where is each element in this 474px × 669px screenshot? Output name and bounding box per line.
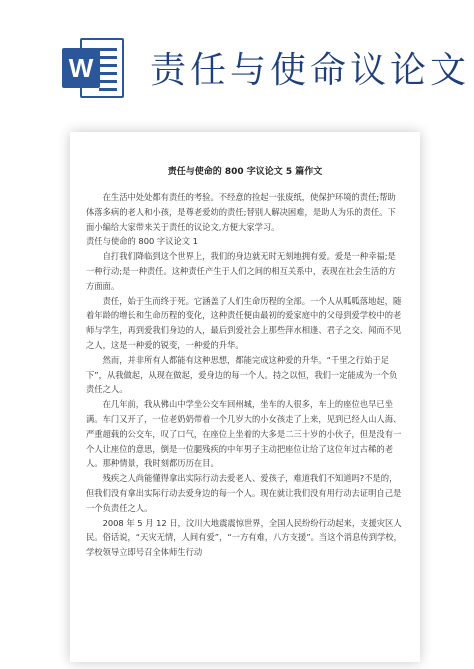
banner-title: 责任与使命议论文 [150, 50, 471, 91]
section-heading: 责任与使命的 800 字议论文 1 [86, 236, 198, 247]
document-title: 责任与使命的 800 字议论文 5 篇作文 [167, 167, 323, 177]
paragraph: 责任，始于生而终于死。它涵盖了人们生命历程的全部。一个人从呱呱落地起，随着年龄的增长和生命历程的变化，这种责任便由最初的爱家庭中的父母到爱学校中的老师与学生，再到爱我们身边的人，最后到爱社会上那些萍水相逢、君子之交、闻而不见之人，这是一种爱的锐变，一种爱的升华。 [86, 295, 402, 350]
paragraph: 在几年前，我从佛山中学坐公交车回州城，坐车的人很多，车上的座位也早已坐满。车门又开了，一位老奶奶带着一个几岁大的小女孩走了上来，见到已经人山人海、严重超载的公交车，叹了口气，在座位上坐着的大多是二三十岁的小伙子，但是没有一个人让座位的意思，倒是一位腿残疾的中年男子主动把座位让给了这位年过古稀的老人。那种情景，我时刻都历历在目。 [86, 399, 402, 469]
header-banner [0, 0, 474, 120]
word-document-icon [62, 38, 126, 100]
document-body [86, 190, 404, 560]
document-page [70, 132, 420, 662]
paragraph: 在生活中处处都有责任的考验。不经意的捡起一张废纸，使保护环境的责任;帮助体落多病的老人和小孩，是尊老爱幼的责任;替别人解决困难，是助人为乐的责任。下面小编给大家带来关于责任的议论文,方便大家学习。 [86, 192, 396, 232]
paragraph: 残疾之人尚能懂得拿出实际行动去爱老人、爱孩子，难道我们不知道吗?不是的，但我们没有拿出实际行动去爱身边的每一个人。现在就让我们没有用行动去证明自己是一个负责任之人。 [86, 473, 402, 513]
paragraph: 自打我们降临到这个世界上，我们的身边就无时无刻地拥有爱。爱是一种幸福;是一种行动;是一种责任。这种责任产生于人们之间的相互关系中，表现在社会生活的方方面面。 [86, 251, 396, 291]
word-letter-badge: W [62, 48, 100, 88]
paragraph: 然而，并非所有人都能有这种思想，都能完成这种爱的升华。“千里之行始于足下”，从我做起，从现在做起，爱身边的每一个人。持之以恒，我们一定能成为一个负责任之人。 [86, 354, 398, 395]
paragraph: 2008 年 5 月 12 日，汶川大地震震惊世界，全国人民纷纷行动起来，支援灾区人民。俗话说，“天灾无情，人间有爱”，“一方有难，八方支援”。当这个消息传到学校，学校领导立即号召全体师生行动 [86, 517, 402, 558]
